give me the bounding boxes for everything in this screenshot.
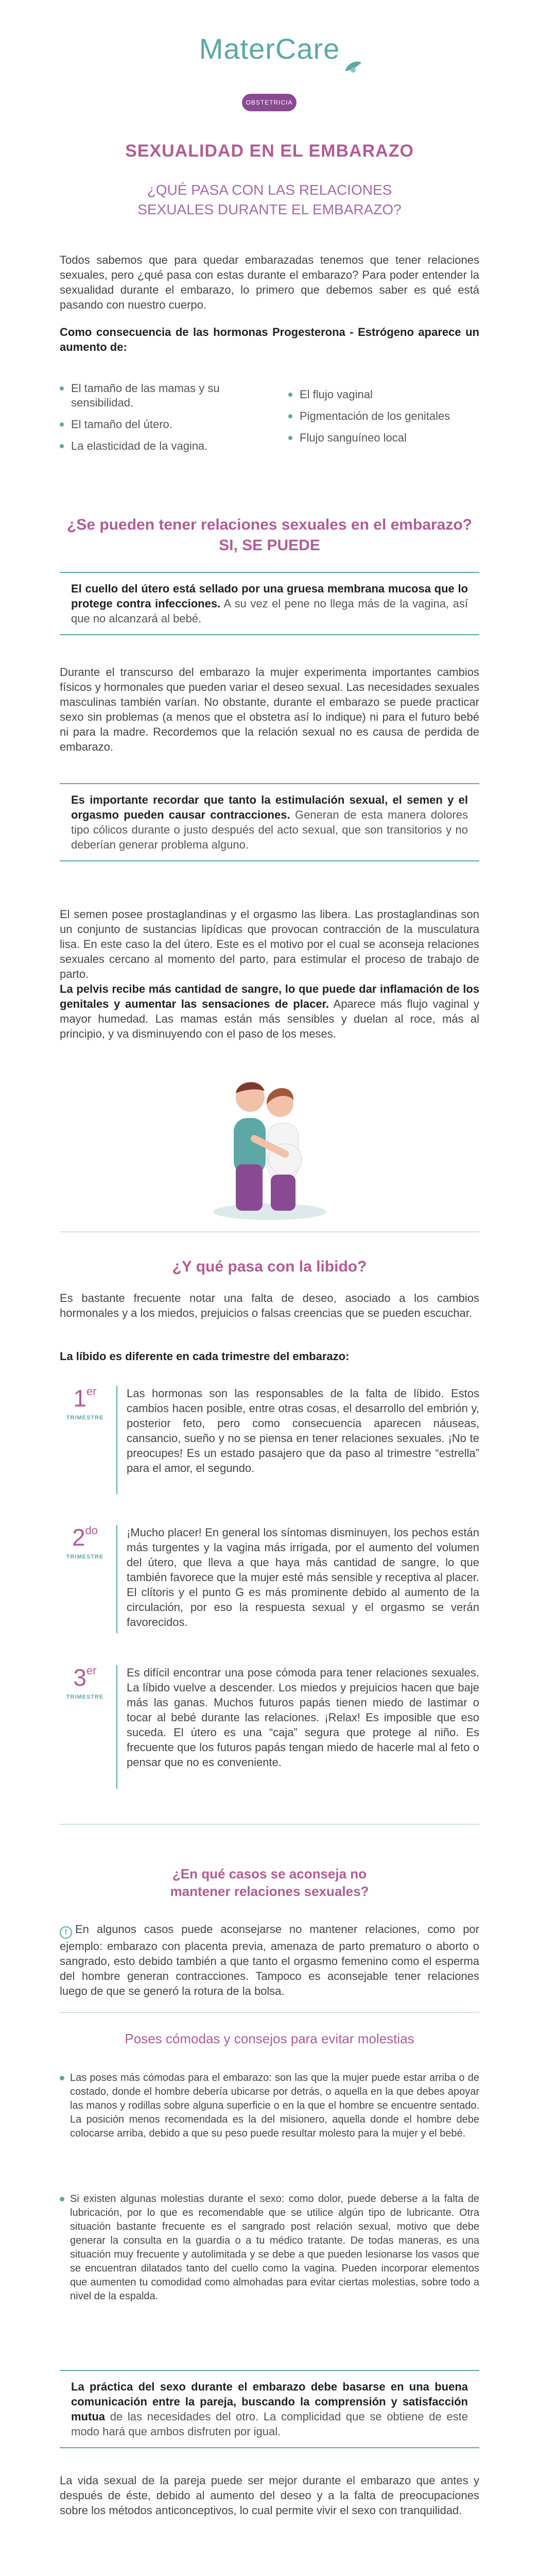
- hormones-list-left: [60, 381, 230, 461]
- changes-paragraph: Durante el transcurso del embarazo la mujer experimenta importantes cambios físicos y hormonales que pueden variar el deseo sexual. Las necesidades sexuales masculinas también varían. No obstante, durante el embarazo se puede practicar sexo sin problemas (a menos que el obstetra así lo indique) ni para el futuro bebé ni para la madre. Recordemos que la relación sexual no es causa de perdida de embarazo.: [60, 666, 479, 753]
- couple-illustration: [198, 1061, 342, 1221]
- callout-rest: Generan de esta manera dolores tipo cólicos durante o justo después del acto sexual, que son transitorios y no deberían generar problema alguno.: [71, 808, 468, 851]
- tip-positions: Las poses más cómodas para el embarazo: son las que la mujer puede estar arriba o de costado, donde el hombre debería ubicarse por detrás, o aquella en la que debes apoyar las manos y rodillas sobre alguna superficie o en la que el hombre se encuentre sentado. La posición menos recomendada es la del misionero, aquella donde el hombre debe colocarse arriba, debido a que su peso puede resultar molesto para la mujer y el bebé.: [60, 2071, 479, 2141]
- category-badge[interactable]: OBSTETRICIA: [242, 94, 297, 111]
- logo-leaf-icon: [343, 60, 363, 74]
- divider: [60, 1824, 479, 1825]
- pelvis-rest: Aparece más flujo vaginal y mayor humedad. Las mamas están más sensibles y duelan al roce, más al principio, y va disminuyendo con el paso de los meses.: [60, 997, 479, 1040]
- trimester-2-number: $2^{do}$: [72, 1524, 98, 1551]
- warning-icon: !: [60, 1926, 72, 1939]
- list-item: El tamaño del útero.: [60, 417, 230, 432]
- callout-cervix: [60, 572, 479, 635]
- trimester-rule: [116, 1386, 117, 1494]
- brand-logo[interactable]: MaterCare: [199, 32, 340, 65]
- not-advised-paragraph: ! En algunos casos puede aconsejarse no mantener relaciones, como por ejemplo: embarazo con placenta previa, amenaza de parto prematuro o aborto o sangrado, esto debido también a que tanto el orgasmo femenino como el esperma del hombre generan contracciones. Tampoco es aconsejable tener relaciones luego de que se generó la rotura de la bolsa.: [60, 1923, 479, 1997]
- list-item: Flujo sanguíneo local: [288, 431, 484, 445]
- callout-contractions: [60, 783, 479, 861]
- hormones-heading: Como consecuencia de las hormonas Progesterona - Estrógeno aparece un aumento de:: [60, 326, 479, 353]
- trimester-2-text: ¡Mucho placer! En general los síntomas disminuyen, los pechos están más turgentes y la vagina más irrigada, por el aumento del volumen del útero, que lleva a que haya más cantidad de sangre, lo que también favorece que la mujer esté más sensible y receptiva al placer. El clítoris y el punto G es más prominente debido al aumento de la circulación, por eso la respuesta sexual y el orgasmo se verán favorecidos.: [127, 1526, 479, 1629]
- trimester-3-number: 3er: [73, 1664, 97, 1691]
- trimester-3-label: TRIMESTRE: [66, 1694, 104, 1700]
- list-item: Pigmentación de los genitales: [288, 409, 484, 423]
- trimester-rule: [116, 1525, 117, 1633]
- libido-subheading: La líbido es diferente en cada trimestre del embarazo:: [60, 1350, 350, 1363]
- pelvis-lead: La pelvis recibe más cantidad de sangre, lo que puede dar inflamación de los genitales y aumentar las sensaciones de placer.: [60, 982, 479, 1010]
- section-answer: SI, SE PUEDE: [219, 537, 320, 554]
- list-item: La elasticidad de la vagina.: [60, 439, 230, 453]
- tip-discomfort: Si existen algunas molestias durante el sexo: como dolor, puede deberse a la falta de lubricación, por lo que es recomendable que se utilice algún tipo de lubricante. Otra situación bastante frecuente es el sangrado post relación sexual, motivo que debe generar la consulta en la guardia o a tu médico tratante. De todas maneras, es una situación muy frecuente y autolimitada y se debe a que pueden lesionarse los vasos que se encuentran dilatados tanto del cuello como la vagina. Pueden incorporar elementos que aumenten tu comodidad como almohadas para evitar ciertas molestias, sobre todo a nivel de la espalda.: [60, 2192, 479, 2303]
- semen-paragraph: El semen posee prostaglandinas y el orgasmo las libera. Las prostaglandinas son un conjunto de sustancias lipídicas que provocan contracción de la musculatura lisa. En este caso la del útero. Este es el motivo por el cual se aconseja relaciones sexuales cercano al momento del parto, para estimular el proceso de trabajo de parto.: [60, 908, 479, 980]
- closing-paragraph: La vida sexual de la pareja puede ser mejor durante el embarazo que antes y después de éste, debido al aumento del deseo y a la falta de preocupaciones sobre los métodos anticonceptivos, lo cual permite vivir el sexo con tranquilidad.: [60, 2474, 479, 2517]
- trimester-2-label: TRIMESTRE: [66, 1554, 104, 1560]
- hormones-list-right: [288, 387, 484, 452]
- list-item: El tamaño de las mamas y su sensibilidad.: [60, 381, 230, 410]
- list-item: El flujo vaginal: [288, 387, 484, 402]
- divider: [60, 2012, 479, 2013]
- section-heading-not-advised: ¿En qué casos se aconseja no mantener relaciones sexuales?: [170, 1866, 369, 1899]
- callout-lead: La práctica del sexo durante el embarazo debe basarse en una buena comunicación entre la pareja, buscando la comprensión y satisfacción mutua: [71, 2380, 468, 2423]
- libido-paragraph: Es bastante frecuente notar una falta de deseo, asociado a los cambios hormonales y a los miedos, prejuicios o falsas creencias que se pueden escuchar.: [60, 1292, 479, 1319]
- callout-lead: El cuello del útero está sellado por una gruesa membrana mucosa que lo protege contra infecciones.: [71, 582, 468, 610]
- trimester-rule: [116, 1665, 117, 1789]
- trimester-1-text: Las hormonas son las responsables de la falta de líbido. Estos cambios hacen posible, entre otras cosas, el desarrollo del embrión y, posterior feto, pero como consecuencia aparecen náuseas, cansancio, sueño y no se piensa en tener relaciones sexuales. ¡No te preocupes! Es un estado pasajero que da paso al trimestre “estrella” para el amor, el segundo.: [127, 1387, 479, 1475]
- divider: [60, 1231, 479, 1232]
- trimester-1-number: 1er: [73, 1385, 97, 1412]
- section-heading-positions: Poses cómodas y consejos para evitar molestias: [125, 2031, 414, 2046]
- intro-paragraph: Todos sabemos que para quedar embarazadas tenemos que tener relaciones sexuales, pero ¿qué pasa con estas durante el embarazo? Para poder entender la sexualidad durante el embarazo, lo primero que debemos saber es qué está pasando con nuestro cuerpo.: [60, 253, 479, 311]
- callout-lead: Es importante recordar que tanto la estimulación sexual, el semen y el orgasmo pueden causar contracciones.: [71, 793, 468, 821]
- callout-rest: A su vez el pene no llega más de la vagina, así que no alcanzará al bebé.: [71, 597, 468, 625]
- trimester-1-label: TRIMESTRE: [66, 1415, 104, 1421]
- section-heading-can-have: ¿Se pueden tener relaciones sexuales en el embarazo?: [67, 516, 472, 533]
- trimester-3-text: Es difícil encontrar una pose cómoda para tener relaciones sexuales. La líbido vuelve a descender. Los miedos y prejuicios hacen que baje más las ganas. Muchos futuros papás tienen miedo de lastimar o tocar al bebé durante las relaciones. ¡Relax! Es imposible que eso suceda. El útero es una “caja” segura que protege al niño. Es frecuente que los futuros papás tengan miedo de hacerle mal al feto o pensar que no es conveniente.: [127, 1666, 479, 1769]
- pelvis-paragraph: [60, 981, 479, 1041]
- page-subtitle: ¿QUÉ PASA CON LAS RELACIONES SEXUALES DURANTE EL EMBARAZO?: [137, 182, 402, 217]
- callout-communication: [60, 2370, 479, 2448]
- section-heading-libido: ¿Y qué pasa con la libido?: [172, 1258, 367, 1275]
- page-title: SEXUALIDAD EN EL EMBARAZO: [125, 141, 414, 161]
- callout-rest: de las necesidades del otro. La complicidad que se obtiene de este modo hará que ambos disfruten por igual.: [71, 2410, 468, 2438]
